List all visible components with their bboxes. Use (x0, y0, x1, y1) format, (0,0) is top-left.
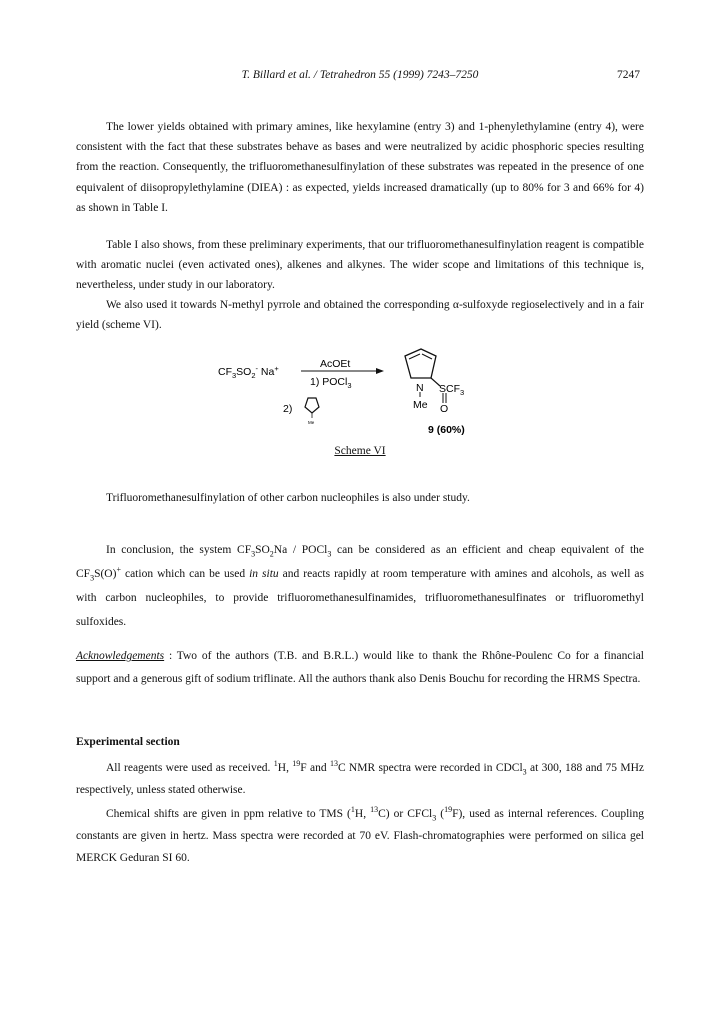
arrow-head (376, 368, 384, 374)
paragraph-3: We also used it towards N-methyl pyrrole and obtained the corresponding α-sulfoxyde regioselectively and in a fair yield (scheme VI). (76, 299, 644, 332)
reaction-scheme (0, 340, 720, 440)
reagent-me-label: Me (308, 420, 315, 425)
scheme-step1: 1) POCl$_3$ (310, 376, 352, 390)
scheme-step2: 2) (283, 403, 293, 415)
scheme-reagent: $CF_3SO_2^-$ Na+ (218, 364, 279, 380)
paragraph-2: Table I also shows, from these preliminary experiments, that our trifluoromethanesulfinylation reagent is compatible with aromatic nuclei (even activated ones), alkenes and alkynes. The wider scope and limitations of this technique is, nevertheless, under study in our laboratory. (76, 239, 644, 292)
scheme-caption: Scheme VI (334, 445, 386, 457)
conclusion-paragraph: In conclusion, the system $CF_3SO_2Na$ / POCl$_3$ can be considered as an efficient and cheap equivalent of the $CF_3S(O)^+$ cation which can be used in situ and reacts rapidly at room temperature with amines and alcohols, as well as with carbon nucleophiles, to provide trifluoromethanesulfinamides, trifluoromethanesulfinates or trifluoromethyl sulfoxides. (76, 544, 644, 628)
product-scf3-label: $SCF_3$ (439, 383, 465, 397)
paragraph-4: Trifluoromethanesulfinylation of other carbon nucleophiles is also under study. (106, 492, 470, 504)
acknowledgements: Acknowledgements : Two of the authors (T.B. and B.R.L.) would like to thank the Rhône-Poulenc Co for a financial support and a generous gift of sodium triflinate. All the authors thank also Denis Bouchu for recording the HRMS Spectra. (76, 650, 644, 685)
scheme-solvent: AcOEt (320, 358, 351, 370)
product-yield-label: 9 (60%) (428, 424, 465, 436)
product-me-label: Me (413, 399, 428, 411)
acknowledgements-heading: Acknowledgements (76, 650, 165, 662)
experimental-paragraph-1: All reagents were used as received. $^1$H, $^{19}$F and $^{13}$C NMR spectra were recorded in CDCl$_3$ at 300, 188 and 75 MHz respectively, unless stated otherwise. (76, 759, 645, 796)
n-methylpyrrole-reagent (305, 398, 319, 418)
paragraph-1: The lower yields obtained with primary amines, like hexylamine (entry 3) and 1-phenylethylamine (entry 4), were consistent with the fact that these substrates behave as bases and were neutralized by acidic phosphoric species resulting from the reaction. Consequently, the trifluoromethanesulfinylation of these substrates was repeated in the presence of one equivalent of diisopropylethylamine (DIEA) : as expected, yields increased dramatically (up to 80% for 3 and 66% for 4) as shown in Table I. (76, 121, 644, 214)
experimental-heading: Experimental section (76, 736, 180, 748)
page-number: 7247 (617, 69, 640, 81)
experimental-paragraph-2: Chemical shifts are given in ppm relative to TMS ($^1$H, $^{13}$C) or CFCl$_3$ ($^{19}$F), used as internal references. Coupling constants are given in hertz. Mass spectra were recorded at 70 eV. Flash-chromatographies were performed on silica gel MERCK Geduran SI 60. (76, 805, 644, 864)
product-o-label: O (440, 403, 449, 415)
product-n-label: N (416, 382, 424, 394)
running-title: T. Billard et al. / Tetrahedron 55 (1999) 7243–7250 (241, 69, 479, 81)
